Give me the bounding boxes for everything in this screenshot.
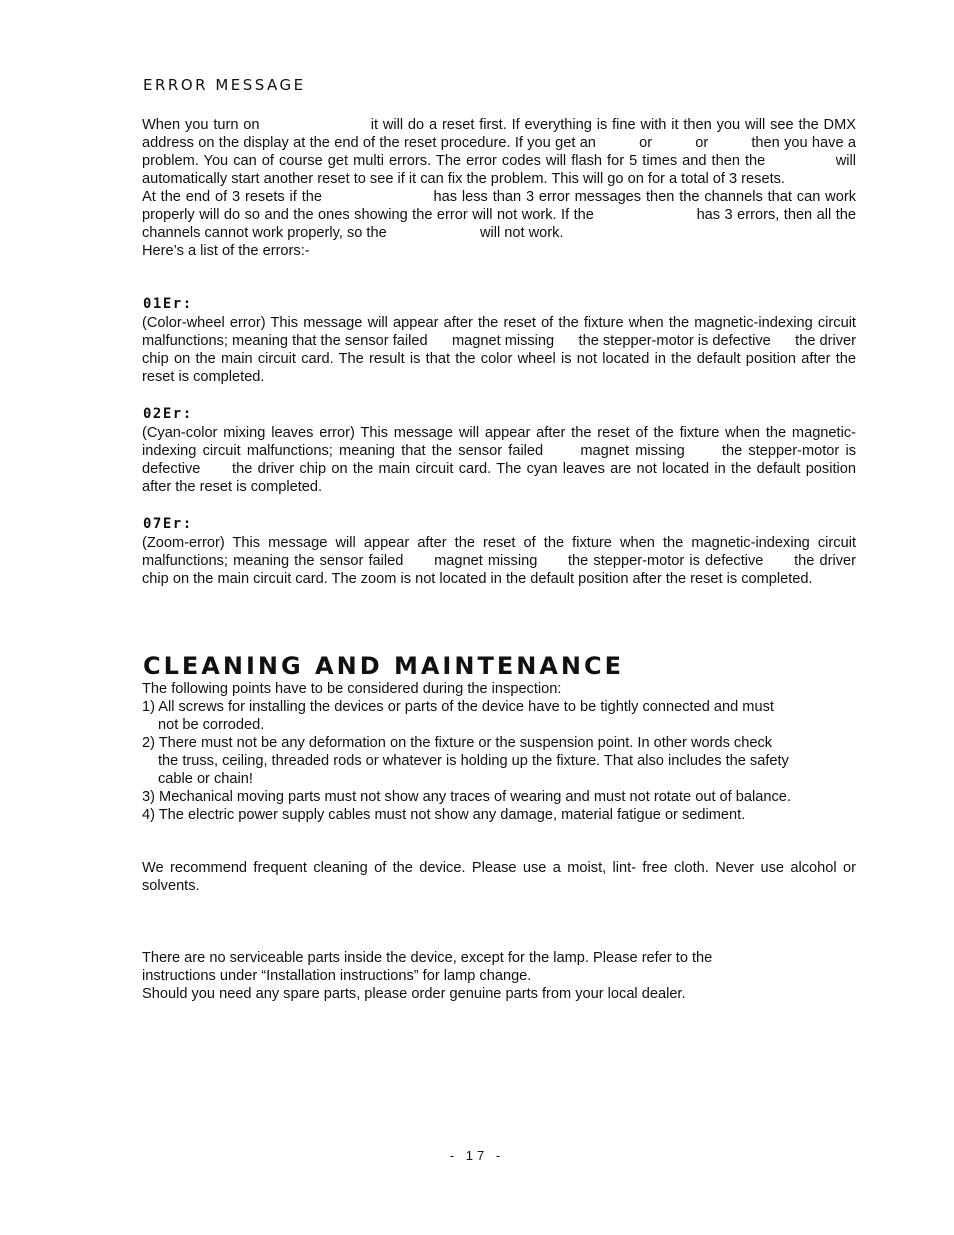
error-desc-07 [142,534,861,588]
point-2-cont-b: cable or chain! [158,771,253,787]
intro-paragraph-1: When you turn on it will do a reset first. If everything is fine with it then you will see the DMX address on the display at the end of the reset procedure. If you get an or or then you have a problem. You can of course get multi errors. The error codes will flash for 5 times and then the will automatically start another reset to see if it can fix the problem. This will go on for a total of 3 resets. [142,117,861,187]
intro-paragraph-3: Here’s a list of the errors:- [142,243,310,259]
point-4: 4) The electric power supply cables must not show any damage, material fatigue or sediment. [142,807,746,823]
error-intro [142,116,861,260]
service-line-3: Should you need any spare parts, please order genuine parts from your local dealer. [142,986,686,1002]
error-desc-02 [142,424,861,496]
inspection-lead: The following points have to be considered during the inspection: [142,681,562,697]
error-text-01: (Color-wheel error) This message will appear after the reset of the fixture when the magnetic-indexing circuit malfunctions; meaning that the sensor failed magnet missing the stepper-motor is defective the driver chip on the main circuit card. The result is that the color wheel is not located in the default position after the reset is completed. [142,315,861,385]
cleaning-recommendation [142,859,861,895]
service-line-2: instructions under “Installation instructions” for lamp change. [142,968,532,984]
cleaning-heading: CLEANING AND MAINTENANCE [143,652,624,680]
page-number: - 17 - [449,1148,505,1163]
point-1-cont: not be corroded. [158,717,265,733]
error-desc-01 [142,314,861,386]
error-text-07: (Zoom-error) This message will appear after the reset of the fixture when the magnetic-indexing circuit malfunctions; meaning the sensor failed magnet missing the stepper-motor is defective the driver chip on the main circuit card. The zoom is not located in the default position after the reset is completed. [142,535,861,587]
error-message-heading: ERROR MESSAGE [143,76,306,94]
recommend-text: We recommend frequent cleaning of the device. Please use a moist, lint- free cloth. Never use alcohol or solvents. [142,860,861,894]
point-2: 2) There must not be any deformation on the fixture or the suspension point. In other words check [142,735,773,751]
inspection-list [142,680,856,824]
service-info [142,949,856,1003]
error-code-01: 01Er: [143,296,193,312]
error-code-07: 07Er: [143,516,193,532]
point-2-cont-a: the truss, ceiling, threaded rods or whatever is holding up the fixture. That also includes the safety [158,753,789,769]
error-text-02: (Cyan-color mixing leaves error) This message will appear after the reset of the fixture when the magnetic-indexing circuit malfunctions; meaning that the sensor failed magnet missing the stepper-motor is defective the driver chip on the main circuit card. The cyan leaves are not located in the default position after the reset is completed. [142,425,861,495]
point-1: 1) All screws for installing the devices or parts of the device have to be tightly connected and must [142,699,774,715]
point-3: 3) Mechanical moving parts must not show any traces of wearing and must not rotate out of balance. [142,789,791,805]
service-line-1: There are no serviceable parts inside the device, except for the lamp. Please refer to the [142,950,713,966]
intro-paragraph-2: At the end of 3 resets if the has less than 3 error messages then the channels that can work properly will do so and the ones showing the error will not work. If the has 3 errors, then all the channels cannot work properly, so the will not work. [142,189,861,241]
error-code-02: 02Er: [143,406,193,422]
